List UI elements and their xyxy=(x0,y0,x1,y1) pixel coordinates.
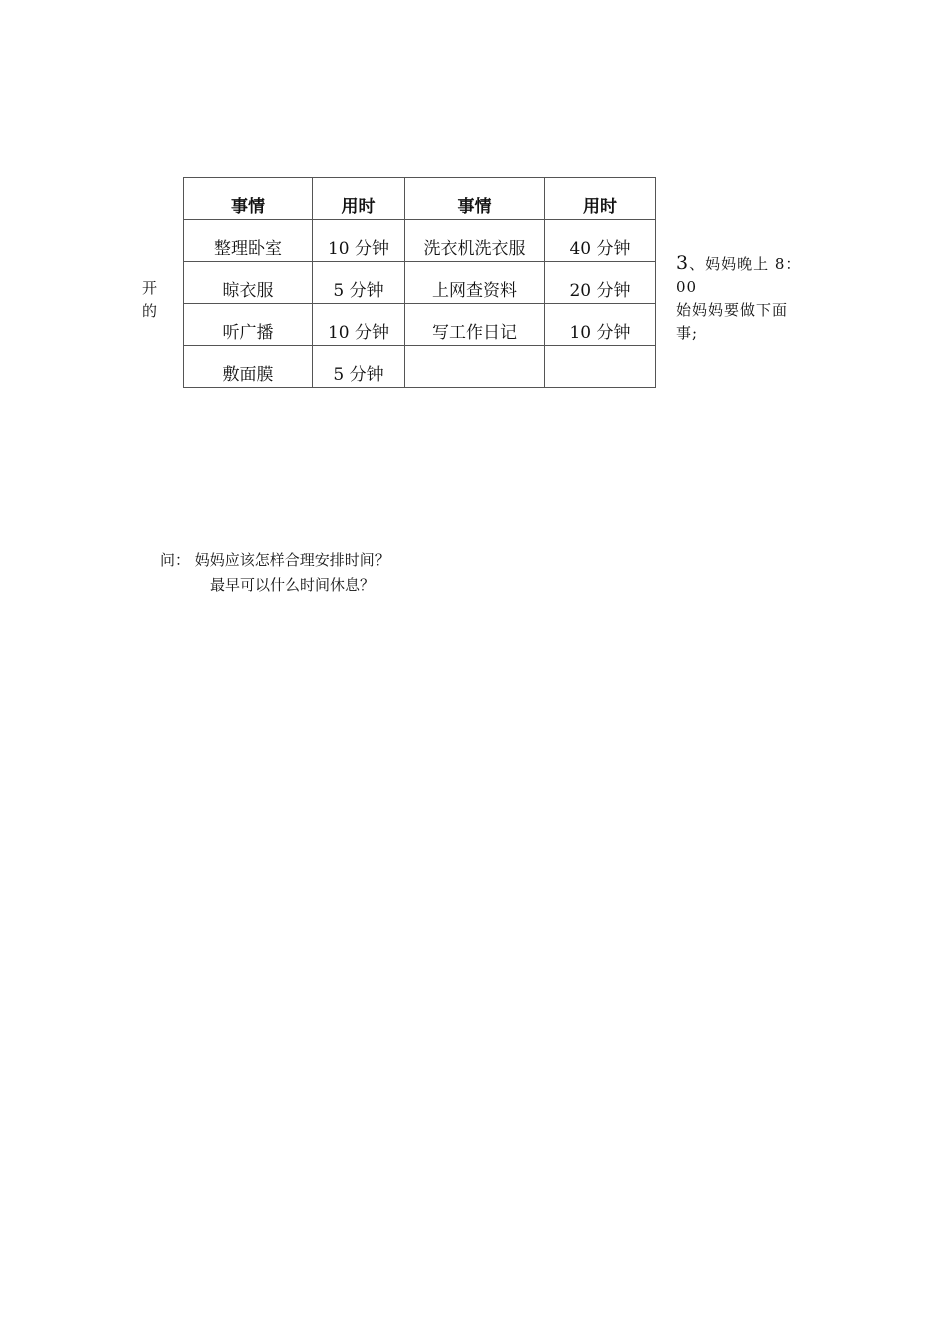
table-cell: 整理卧室 xyxy=(184,220,313,262)
table-header-row xyxy=(184,178,656,220)
task-time-table xyxy=(183,177,656,388)
header-time-2: 用时 xyxy=(545,178,656,220)
left-margin-note xyxy=(142,277,157,323)
problem-line-1: 、妈妈晚上 8：00 xyxy=(676,255,802,296)
problem-number: 3 xyxy=(676,252,690,274)
table-row xyxy=(184,346,656,388)
table-cell: 敷面膜 xyxy=(184,346,313,388)
left-note-line-1: 开 xyxy=(142,279,158,297)
header-task-1: 事情 xyxy=(184,178,313,220)
problem-line-3: 事; xyxy=(676,324,699,342)
problem-line-2: 始妈妈要做下面 xyxy=(676,301,789,319)
table-cell xyxy=(405,346,545,388)
table-cell: 晾衣服 xyxy=(184,262,313,304)
table-cell: 5 分钟 xyxy=(313,346,405,388)
table-cell: 10 分钟 xyxy=(313,220,405,262)
header-time-1: 用时 xyxy=(313,178,405,220)
table-cell: 10 分钟 xyxy=(545,304,656,346)
table-row xyxy=(184,220,656,262)
table-cell: 洗衣机洗衣服 xyxy=(405,220,545,262)
table-cell: 上网查资料 xyxy=(405,262,545,304)
table-cell: 写工作日记 xyxy=(405,304,545,346)
table-cell: 10 分钟 xyxy=(313,304,405,346)
table-cell: 5 分钟 xyxy=(313,262,405,304)
question-label: 问： xyxy=(160,551,191,569)
table-row xyxy=(184,304,656,346)
question-line-2: 最早可以什么时间休息？ xyxy=(210,576,376,594)
question-block xyxy=(160,548,390,598)
question-line-1: 妈妈应该怎样合理安排时间？ xyxy=(194,551,390,569)
problem-statement xyxy=(676,252,816,345)
left-note-line-2: 的 xyxy=(142,302,158,320)
table-cell: 40 分钟 xyxy=(545,220,656,262)
header-task-2: 事情 xyxy=(405,178,545,220)
table-cell: 听广播 xyxy=(184,304,313,346)
table-cell: 20 分钟 xyxy=(545,262,656,304)
table-row xyxy=(184,262,656,304)
table-cell xyxy=(545,346,656,388)
